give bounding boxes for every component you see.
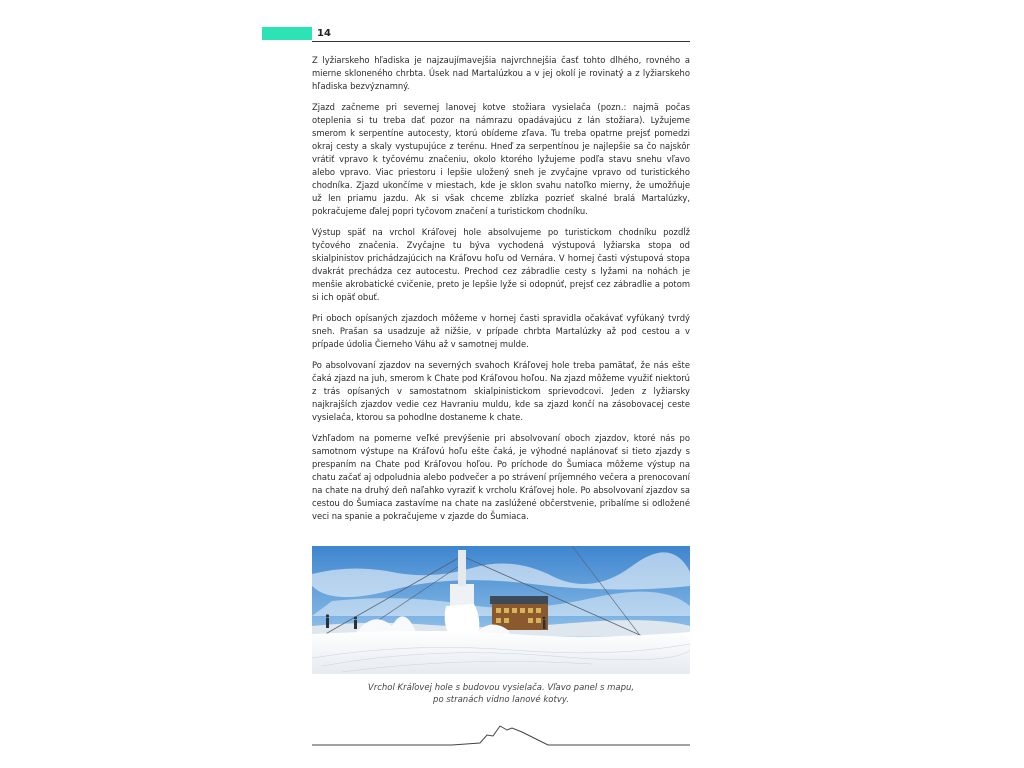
paragraph: Pri oboch opísaných zjazdoch môžeme v hornej časti spravidla očakávať vyfúkaný tvrdý sneh. Prašan sa usadzuje až nižšie, v prípade chrbta Martalúzky až pod cestou a v prípade údolia Čierneho Váhu až v samotnej mulde. bbox=[312, 313, 690, 349]
body-text bbox=[312, 54, 690, 531]
ground-snow bbox=[312, 631, 690, 674]
paragraph: Po absolvovaní zjazdov na severných svahoch Kráľovej hole treba pamätať, že nás ešte čaká zjazd na juh, smerom k Chate pod Kráľovou hoľou. Na zjazd môžeme využiť niektorú z trás opísaných v samostatnom skialpinistickom sprievodcovi. Jeden z lyžiarsky najkrajších zjazdov vedie cez Havraniu muldu, kde sa zjazd končí na zásobovacej ceste vysielača, ktorou sa pohodlne dostaneme k chate. bbox=[312, 360, 690, 422]
caption-line: po stranách vidno lanové kotvy. bbox=[433, 695, 569, 705]
paragraph: Zjazd začneme pri severnej lanovej kotve stožiara vysielača (pozn.: najmä počas oteplenia si tu treba dať pozor na námrazu opadávajúcu z lán stožiara). Lyžujeme smerom k serpentíne autocesty, ktorú obídeme zľava. Tu treba opatrne prejsť pomedzi okraj cesty a skaly vystupujúce z terénu. Hneď za serpentínou je najlepšie sa čo najskôr vrátiť vpravo k tyčovému značeniu, okolo ktorého lyžujeme podľa stavu snehu vľavo alebo vpravo. Viac priestoru i lepšie uložený sneh je zvyčajne vpravo od turistického chodníka. Zjazd ukončíme v miestach, kde je sklon svahu natoľko mierny, že umožňuje už len priamu jazdu. Ak si však chceme zblízka pozrieť skalné bralá Martalúzky, pokračujeme ďalej popri tyčovom značení a turistickom chodníku. bbox=[312, 102, 690, 216]
caption-line: Vrchol Kráľovej hole s budovou vysielača. Vľavo panel s mapu, bbox=[367, 683, 635, 693]
summit-photo bbox=[312, 546, 690, 674]
mountain-silhouette-footer bbox=[312, 720, 690, 750]
paragraph: Z lyžiarskeho hľadiska je najzaujímavejšia najvrchnejšia časť tohto dlhého, rovného a mierne skloneného chrbta. Úsek nad Martalúzkou a v jej okolí je rovinatý a z lyžiarskeho hľadiska bezvýznamný. bbox=[312, 55, 690, 91]
paragraph: Vzhľadom na pomerne veľké prevýšenie pri absolvovaní oboch zjazdov, ktoré nás po samotnom výstupe na Kráľovú hoľu ešte čaká, je výhodné naplánovať si tieto zjazdy s prespaním na Chate pod Kráľovou hoľou. Po príchode do Šumiaca môžeme výstup na chatu začať aj odpoludnia alebo podvečer a po strávení príjemného večera a prenocovaní na chate na druhý deň naľahko vyraziť k vrcholu Kráľovej hole. Po absolvovaní zjazdov sa cestou do Šumiaca zastavíme na chate na zaslúžené občerstvenie, pribalíme si odložené veci na spanie a pokračujeme v zjazde do Šumiaca. bbox=[312, 433, 690, 521]
building-roof bbox=[490, 596, 548, 604]
header-accent-bar bbox=[262, 27, 312, 40]
photo-caption bbox=[312, 682, 690, 706]
header-rule bbox=[312, 41, 690, 42]
tower-rime bbox=[445, 604, 480, 636]
tower-mast bbox=[458, 550, 466, 586]
paragraph: Výstup späť na vrchol Kráľovej hole absolvujeme po turistickom chodníku pozdĺž tyčového značenia. Zvyčajne tu býva vychodená výstupová lyžiarska stopa od skialpinistov prichádzajúcich na Kráľovu hoľu od Vernára. V hornej časti výstupová stopa dvakrát prechádza cez autocestu. Prechod cez zábradlie cesty s lyžami na nohách je menšie akrobatické cvičenie, preto je lepšie lyže si odopnúť, prejsť cez zábradlie a potom si ich opäť obuť. bbox=[312, 227, 690, 302]
page-number: 14 bbox=[317, 28, 331, 39]
